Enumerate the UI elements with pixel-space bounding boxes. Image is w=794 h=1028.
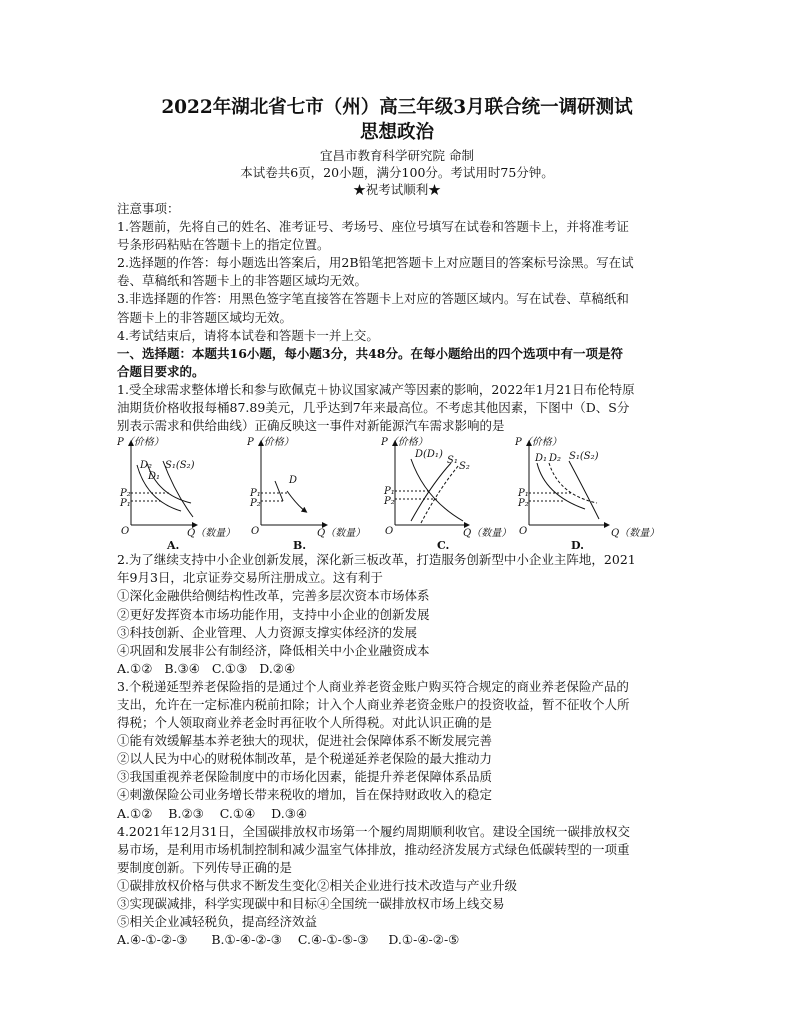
exam-body [117,200,687,949]
graph-c-curve-label: S₂ [459,461,470,473]
question-4-text: 要制度创新。下列传导正确的是 [117,859,293,875]
notes-line: 号条形码粘贴在答题卡上的指定位置。 [117,237,330,253]
exam-title: 2022年湖北省七市（州）高三年级3月联合统一调研测试 [161,97,633,118]
graph-b-x-axis: Q（数量） [317,528,366,540]
graph-c-curve-label: S₁ [447,455,458,467]
question-1-text: 油期货价格收报每桶87.89美元，几乎达到7年来最高位。不考虑其他因素，下图中（D、S分 [117,400,630,416]
question-4-option: ③实现碳减排，科学实现碳中和目标④全国统一碳排放权市场上线交易 [117,896,505,911]
graph-c-curve-label: D(D₁) [415,449,443,461]
graph-c-p-label: P₁ [384,486,395,498]
graph-a-p-label: P₂ [120,488,131,500]
question-3-text: 3.个税递延型养老保险指的是通过个人商业养老资金账户购买符合规定的商业养老保险产品的 [117,678,629,694]
graph-c [381,435,531,551]
exam-info: 本试卷共6页，20小题，满分100分。考试用时75分钟。 [240,165,554,180]
notes-line: 1.答题前，先将自己的姓名、准考证号、考场号、座位号填写在试卷和答题卡上，并将准考证 [117,219,629,235]
graph-d-y-axis: P（价格） [515,437,562,449]
question-2-option: ④巩固和发展非公有制经济，降低相关中小企业融资成本 [117,642,430,658]
graph-d-p-label: P₁ [518,488,529,500]
graph-c-p-label: P₂ [384,496,395,508]
question-3-option: ④刺激保险公司业务增长带来税收的增加，旨在保持财政收入的稳定 [117,787,493,803]
question-4-text: 易市场，是利用市场机制控制和减少温室气体排放，推动经济发展方式绿色低碳转型的一项重 [117,841,630,857]
question-1-text: 1.受全球需求整体增长和参与欧佩克＋协议国家减产等因素的影响，2022年1月21日布伦特原 [117,381,635,397]
graph-a-curve-label: D₁ [148,471,161,483]
graph-a-y-axis: P（价格） [117,437,164,449]
question-2-choices: A.①② B.③④ C.①③ D.②④ [117,660,296,676]
question-3-text: 支出，允许在一定标准内税前扣除；计入个人商业养老资金账户的投资收益，暂不征收个人所 [117,696,630,712]
question-2-text: 年9月3日，北京证券交易所注册成立。这有利于 [117,570,383,586]
question-2-option: ②更好发挥资本市场功能作用，支持中小企业的创新发展 [117,606,430,622]
svg-text:O: O [121,526,130,538]
graph-c-x-axis: Q（数量） [463,528,512,540]
graph-a-caption: A. [167,539,180,552]
svg-text:O: O [251,526,260,538]
exam-wish: ★祝考试顺利★ [353,182,441,197]
graph-c-y-axis: P（价格） [381,437,428,449]
notes-line: 2.选择题的作答：每小题选出答案后，用2B铅笔把答题卡上对应题目的答案标号涂黑。写在试 [117,255,634,271]
graph-b-y-axis: P（价格） [247,437,294,449]
question-3-option: ③我国重视养老保险制度中的市场化因素，能提升养老保障体系品质 [117,769,493,785]
graph-a-curve-label: S₁(S₂) [165,460,195,472]
question-2-option: ①深化金融供给侧结构性改革，完善多层次资本市场体系 [117,588,430,604]
graph-a-x-axis: Q（数量） [187,528,236,540]
graph-d-x-axis: Q（数量） [611,528,660,540]
graph-d-curve-label: D₂ [549,453,562,465]
question-1-graphs [117,435,697,551]
graph-d-p-label: P₂ [518,498,529,510]
question-4-choices: A.④-①-②-③ B.①-④-②-③ C.④-①-⑤-③ D.①-④-②-⑤ [117,932,460,948]
question-2-text: 2.为了继续支持中小企业创新发展，深化新三板改革，打造服务创新型中小企业主阵地，2021 [117,552,636,568]
exam-author: 宜昌市教育科学研究院 命制 [320,148,474,163]
question-1-text: 别表示需求和供给曲线）正确反映这一事件对新能源汽车需求影响的是 [117,418,505,434]
notes-line: 卷、草稿纸和答题卡上的非答题区域均无效。 [117,273,368,289]
question-4-option: ⑤相关企业减轻税负，提高经济效益 [117,914,318,930]
question-3-option: ②以人民为中心的财税体制改革，是个税递延养老保险的最大推动力 [117,751,493,767]
notes-line: 4.考试结束后，请将本试卷和答题卡一并上交。 [117,327,379,343]
section-heading: 一、选择题：本题共16小题，每小题3分，共48分。在每小题给出的四个选项中有一项是符 [117,345,623,361]
graph-d-curve-label: D₁ [535,453,548,465]
graph-b-caption: B. [293,539,307,552]
svg-text:O: O [519,526,528,538]
notes-line: 答题卡上的非答题区域均无效。 [117,309,293,325]
graph-a-curve-label: D₂ [140,460,153,472]
graph-d-caption: D. [571,539,584,552]
notes-heading: 注意事项： [117,201,180,216]
question-3-text: 得税；个人领取商业养老金时再征收个人所得税。对此认识正确的是 [117,715,493,731]
question-4-option: ①碳排放权价格与供求不断发生变化②相关企业进行技术改造与产业升级 [117,877,518,893]
graph-d-curve-label: S₁(S₂) [569,451,599,463]
notes-line: 3.非选择题的作答：用黑色签字笔直接答在答题卡上对应的答题区域内。写在试卷、草稿纸和 [117,291,629,307]
graph-b-p-label: P₂ [250,498,261,510]
graph-d [515,435,687,551]
question-3-choices: A.①② B.②③ C.①④ D.③④ [117,805,308,821]
graph-a-p-label: P₁ [120,498,131,510]
graph-c-caption: C. [437,539,450,552]
question-2-option: ③科技创新、企业管理、人力资源支撑实体经济的发展 [117,624,418,640]
section-heading: 合题目要求的。 [117,363,205,379]
graph-a [117,435,260,552]
graph-b-p-label: P₁ [250,488,261,500]
graph-b-curve-label: D [289,475,298,487]
question-4-text: 4.2021年12月31日，全国碳排放权市场第一个履约周期顺利收官。建设全国统一碳排放权交 [117,823,631,839]
svg-text:O: O [385,526,394,538]
exam-subject: 思想政治 [359,122,434,143]
graph-b [247,435,387,551]
question-3-option: ①能有效缓解基本养老独大的现状，促进社会保障体系不断发展完善 [117,733,493,749]
